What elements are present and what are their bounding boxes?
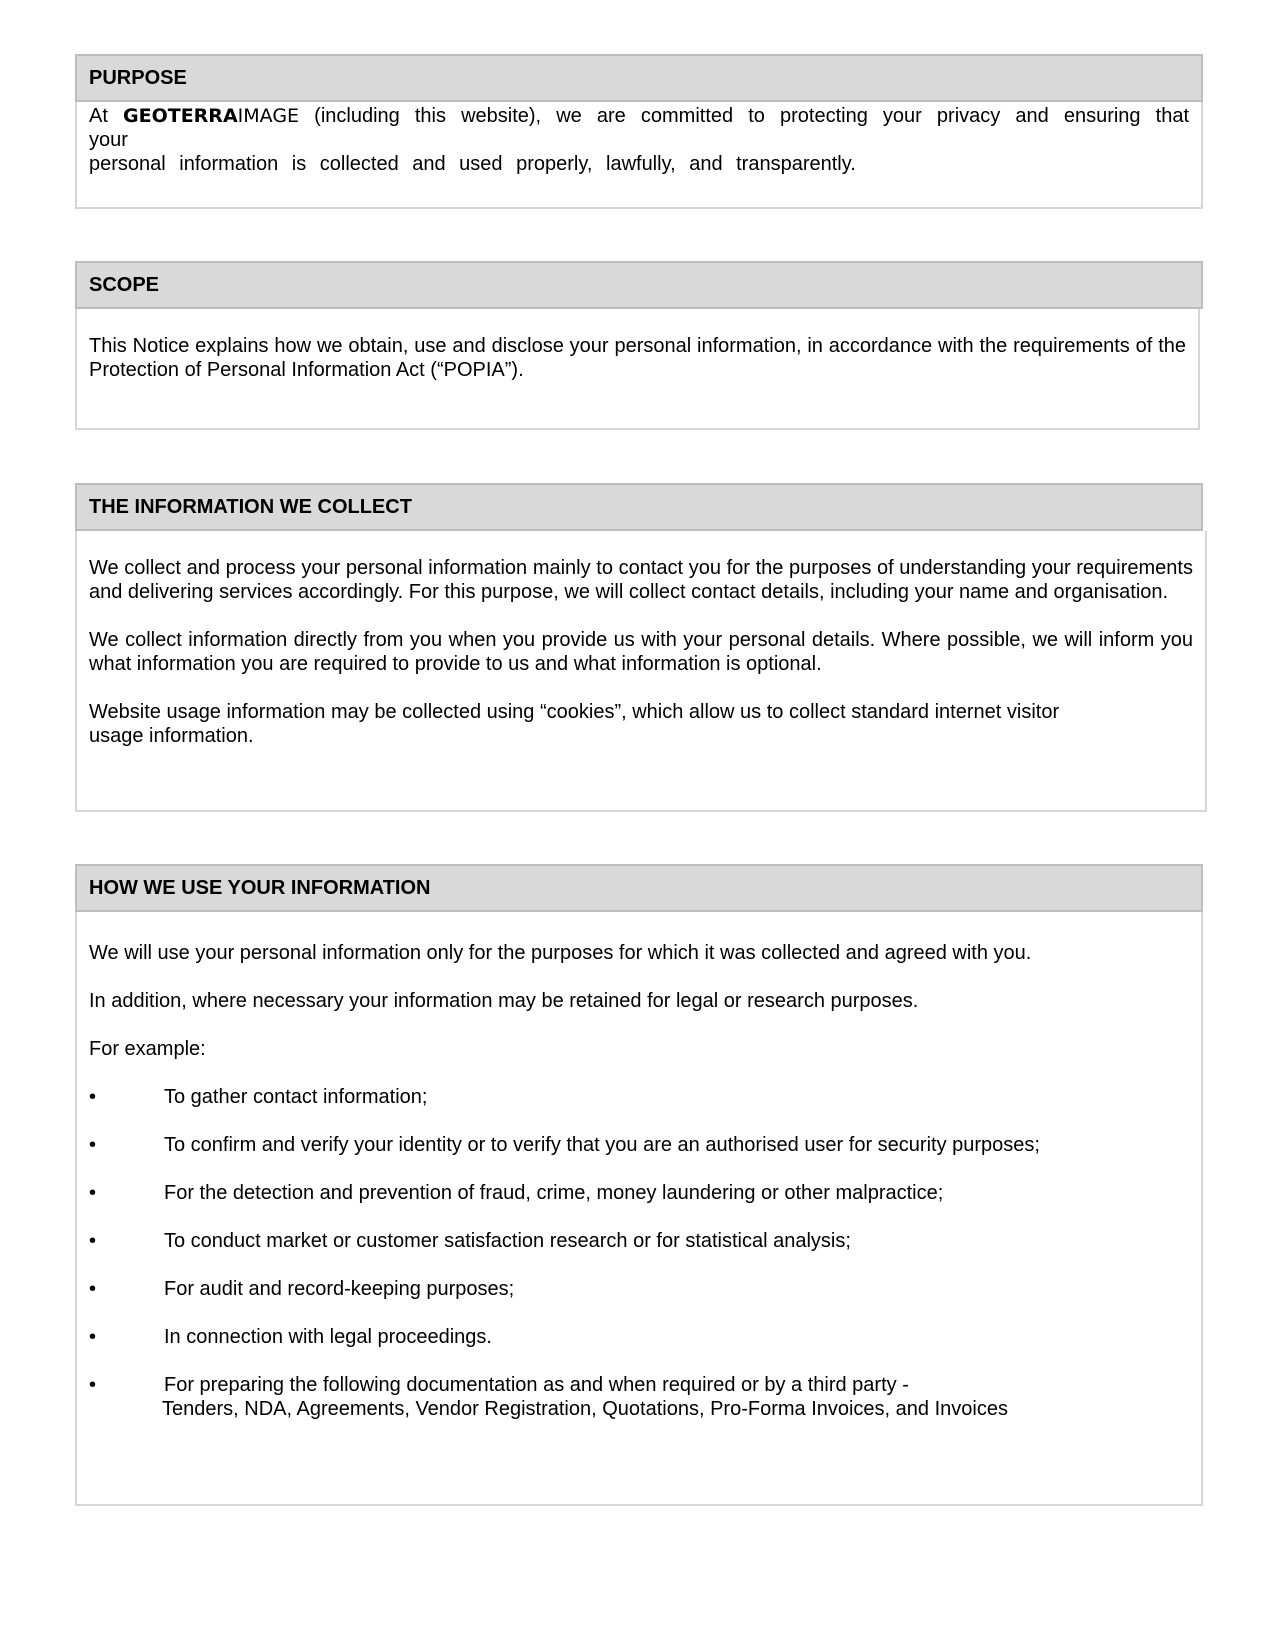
section-scope (75, 261, 1203, 430)
paragraph: Website usage information may be collected using “cookies”, which allow us to collect standard internet visitor (89, 701, 1060, 723)
section-heading: PURPOSE (75, 54, 1203, 102)
paragraph: We collect and process your personal information mainly to contact you for the purposes of understanding your requirements and delivering services accordingly. For this purpose, we will collect contact details, including your name and organisation. (89, 557, 1193, 603)
list-item (89, 1325, 1189, 1349)
list-item (89, 1085, 1189, 1109)
company-name (123, 105, 299, 127)
paragraph: We will use your personal information only for the purposes for which it was collected and agreed with you. (89, 942, 1032, 964)
list-item (89, 1229, 1189, 1253)
text-prefix: At (89, 105, 108, 127)
text-line1: (including this website), we are committed to protecting your privacy and ensuring that your (89, 105, 1190, 151)
bullet-icon: • (89, 1182, 97, 1204)
bullet-icon: • (89, 1326, 97, 1348)
list-item-text: To conduct market or customer satisfaction research or for statistical analysis; (164, 1230, 851, 1252)
paragraph-line2: personal information is collected and used properly, lawfully, and transparently. (89, 153, 856, 175)
list-item (89, 1373, 1189, 1397)
list-item-text: For audit and record-keeping purposes; (164, 1278, 515, 1300)
bullet-icon: • (89, 1134, 97, 1156)
section-heading: HOW WE USE YOUR INFORMATION (75, 864, 1203, 912)
paragraph: This Notice explains how we obtain, use and disclose your personal information, in accordance with the requirements of the Protection of Personal Information Act (“POPIA”). (89, 335, 1186, 381)
brand-regular: IMAGE (237, 105, 300, 127)
list-item (89, 1133, 1189, 1157)
section-body (75, 912, 1203, 1506)
section-body (75, 102, 1203, 209)
list-item-text: To gather contact information; (164, 1086, 428, 1108)
list-item-text: To confirm and verify your identity or to verify that you are an authorised user for security purposes; (164, 1134, 1040, 1156)
list-item-text: For the detection and prevention of fraud, crime, money laundering or other malpractice; (164, 1182, 944, 1204)
section-body (75, 531, 1207, 812)
bullet-icon: • (89, 1278, 97, 1300)
list-item-text: For preparing the following documentation as and when required or by a third party - (164, 1374, 909, 1396)
list-item (89, 1277, 1189, 1301)
section-heading: THE INFORMATION WE COLLECT (75, 483, 1203, 531)
paragraph: In addition, where necessary your information may be retained for legal or research purposes. (89, 990, 919, 1012)
paragraph (89, 104, 1189, 152)
section-information-collect (75, 483, 1207, 812)
list-item-continuation: Tenders, NDA, Agreements, Vendor Registration, Quotations, Pro-Forma Invoices, and Invoices (162, 1398, 1008, 1420)
paragraph: We collect information directly from you when you provide us with your personal details. Where possible, we will inform you what information you are required to provide to us and what information is optional. (89, 629, 1193, 675)
paragraph-continuation: usage information. (89, 725, 254, 747)
section-how-we-use (75, 864, 1203, 1506)
section-body (75, 309, 1200, 430)
section-purpose (75, 54, 1203, 209)
bullet-icon: • (89, 1374, 97, 1396)
brand-bold: GEOTERRA (123, 105, 238, 127)
list-item-text: In connection with legal proceedings. (164, 1326, 492, 1348)
paragraph: For example: (89, 1038, 206, 1060)
list-item (89, 1181, 1189, 1205)
bullet-icon: • (89, 1086, 97, 1108)
bullet-icon: • (89, 1230, 97, 1252)
section-heading: SCOPE (75, 261, 1203, 309)
